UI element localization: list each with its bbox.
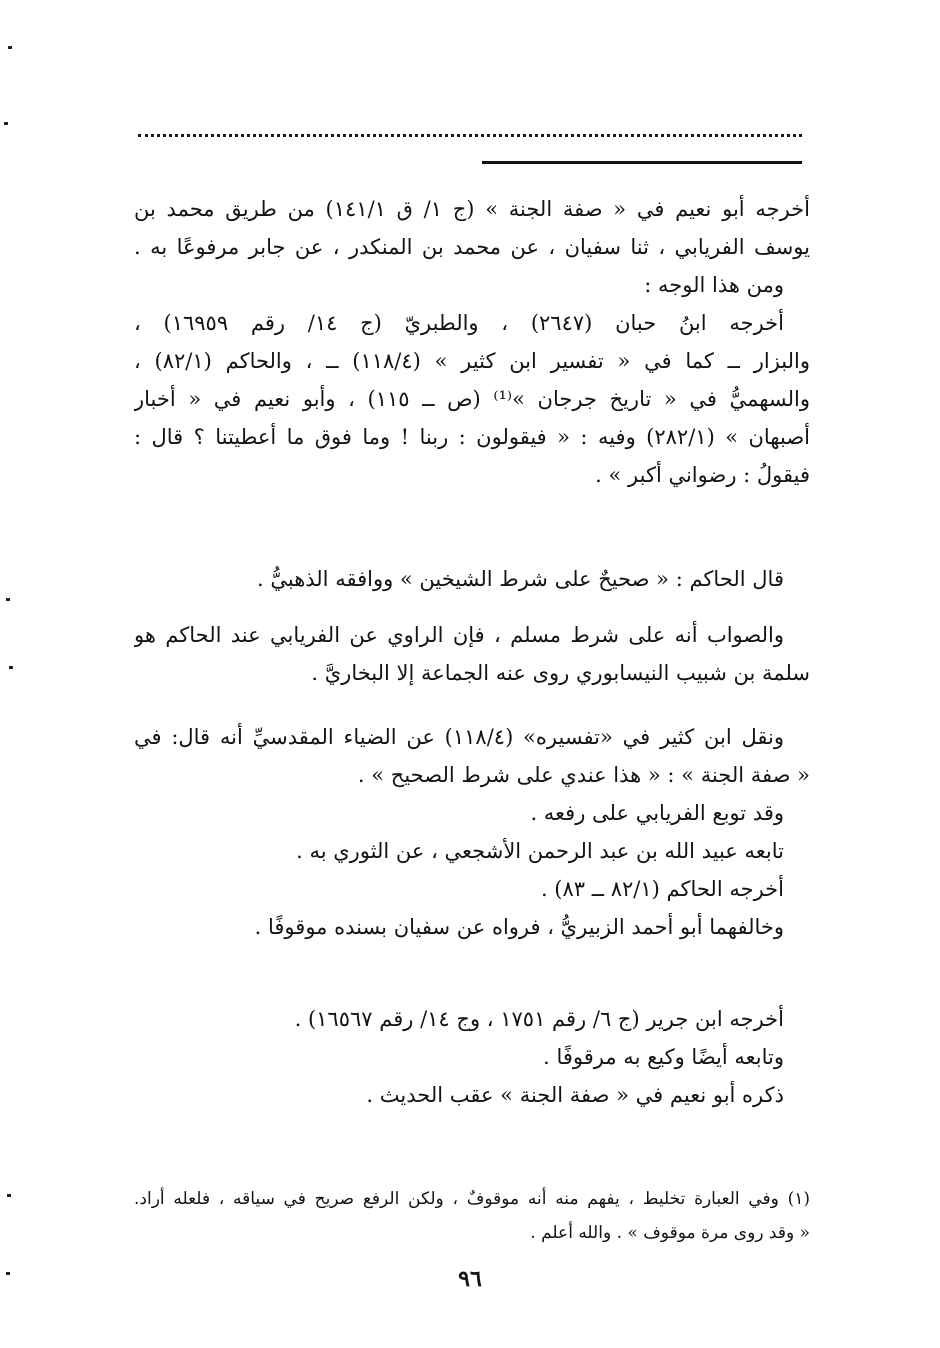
text-line: ذكره أبو نعيم في « صفة الجنة » عقب الحديث . [366,1083,784,1107]
footnote-line: (١) وفي العبارة تخليط ، يفهم منه أنه موقوفٌ ، ولكن الرفع صريح في سياقه ، فلعله أراد. [134,1189,810,1209]
text-line: أصبهان » (٢٨٢/١) وفيه : « فيقولون : ربنا ! وما فوق ما أعطيتنا ؟ قال : [134,425,810,449]
text-line: والبزار ــ كما في « تفسير ابن كثير » (١١٨/٤) ــ ، والحاكم (٨٢/١) ، [134,349,810,373]
header-solid-rule [482,161,802,164]
dotted-header-rule [138,134,802,137]
margin-mark [7,1194,11,1197]
paragraph-ibn-kathir [134,718,810,946]
text-line: والصواب أنه على شرط مسلم ، فإن الراوي عن الفريابي عند الحاكم هو [134,623,784,647]
paragraph-ibn-jarir [134,1000,810,1114]
margin-mark [6,598,10,601]
text-line: يوسف الفريابي ، ثنا سفيان ، عن محمد بن المنكدر ، عن جابر مرفوعًا به . [134,235,810,259]
page-number: ٩٦ [458,1266,482,1292]
text-line: أخرجه أبو نعيم في « صفة الجنة » (ج ١/ ق ١٤١/١) من طريق محمد بن [134,197,810,221]
text-line: وتابعه أيضًا وكيع به مرقوفًا . [543,1045,784,1069]
text-line: والسهميُّ في « تاريخ جرجان »⁽¹⁾ (ص ــ ١١٥) ، وأبو نعيم في « أخبار [134,387,810,411]
footnote-line: « وقد روى مرة موقوف » . والله أعلم . [530,1223,810,1243]
text-line: أخرجه ابنُ حبان (٢٦٤٧) ، والطبريّ (ج ١٤/ رقم ١٦٩٥٩) ، [134,311,784,335]
paragraph-hakim-ruling [134,560,810,598]
paragraph-correction [134,616,810,692]
text-line: فيقولُ : رضواني أكبر » . [595,463,810,487]
text-line: وقد توبع الفريابي على رفعه . [530,801,784,825]
text-line: سلمة بن شبيب النيسابوري روى عنه الجماعة إلا البخاريَّ . [311,661,810,685]
text-line: قال الحاكم : « صحيحٌ على شرط الشيخين » ووافقه الذهبيُّ . [257,567,784,591]
text-line: تابعه عبيد الله بن عبد الرحمن الأشجعي ، عن الثوري به . [296,839,784,863]
text-line: « صفة الجنة » : « هذا عندي على شرط الصحيح » . [357,763,810,787]
text-line: ومن هذا الوجه : [644,273,784,297]
footnote [134,1182,810,1250]
margin-mark [9,666,13,669]
margin-mark [8,46,12,49]
text-line: وخالفهما أبو أحمد الزبيريُّ ، فرواه عن سفيان بسنده موقوفًا . [254,915,784,939]
text-line: أخرجه ابن جرير (ج ٦/ رقم ١٧٥١ ، وج ١٤/ رقم ١٦٥٦٧) . [294,1007,784,1031]
text-line: أخرجه الحاكم (٨٢/١ ــ ٨٣) . [540,877,784,901]
paragraph-takhrij-abu-nuaym [134,190,810,494]
margin-mark [4,122,8,125]
text-line: ونقل ابن كثير في «تفسيره» (١١٨/٤) عن الضياء المقدسيِّ أنه قال: في [134,725,784,749]
